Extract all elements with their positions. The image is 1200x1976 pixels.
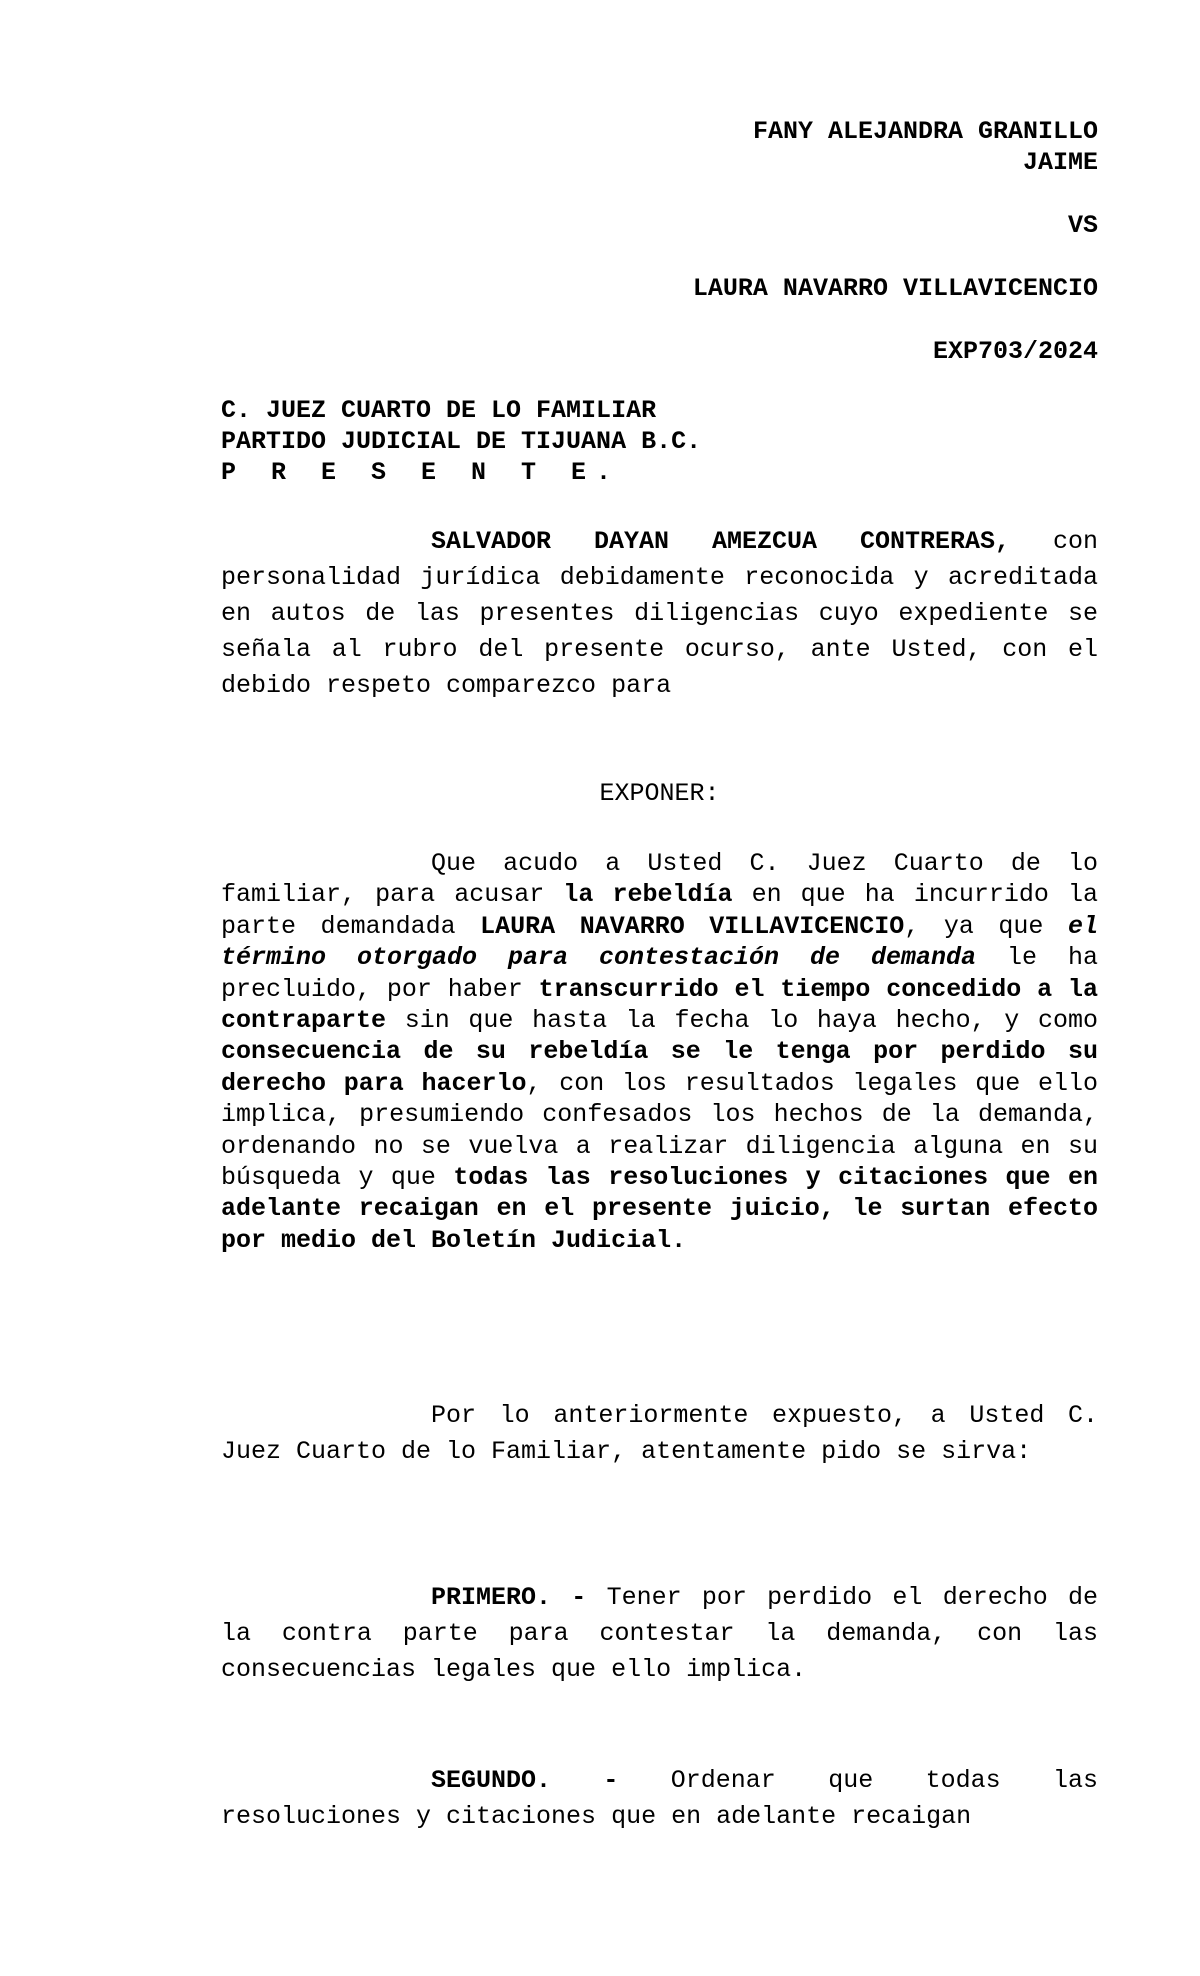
- addressee-block: [221, 395, 1098, 488]
- facts-text-6: , con los resultados legales que ello implica, presumiendo confesados los hechos de la demanda, ordenando no se vuelva a realizar diligencia alguna en su búsqueda y que: [221, 1068, 1098, 1193]
- facts-text-4: le ha precluido, por haber: [221, 943, 1098, 1004]
- facts-bold-notifications: todas las resoluciones y citaciones que en adelante recaigan en el presente juicio, le surtan efecto por medio del Boletín Judicial.: [221, 1163, 1098, 1255]
- facts-bold-consequence: consecuencia de su rebeldía se le tenga por perdido su derecho para hacerlo: [221, 1037, 1098, 1098]
- segundo-label: SEGUNDO. -: [431, 1766, 619, 1795]
- versus-label: VS: [1067, 211, 1098, 240]
- primero-label: PRIMERO. -: [431, 1583, 587, 1612]
- facts-text-3: , ya que: [904, 911, 1068, 941]
- case-caption: [620, 116, 1098, 367]
- defendant-name: LAURA NAVARRO VILLAVICENCIO: [692, 274, 1098, 303]
- addressee-presente: P R E S E N T E.: [221, 458, 622, 487]
- facts-bold-elapsed: transcurrido el tiempo concedido a la contraparte: [221, 974, 1098, 1036]
- primero-text: Tener por perdido el derecho de la contra parte para contestar la demanda, con las consecuencias legales que ello implica.: [221, 1583, 1098, 1684]
- closing-text: Por lo anteriormente expuesto, a Usted C. Juez Cuarto de lo Familiar, atentamente pido se sirva:: [221, 1401, 1098, 1466]
- intro-paragraph: [221, 524, 1098, 704]
- facts-text-1: Que acudo a Usted C. Juez Cuarto de lo familiar, para acusar: [221, 849, 1098, 910]
- petition-segundo: [221, 1763, 1098, 1835]
- addressee-district: PARTIDO JUDICIAL DE TIJUANA B.C.: [221, 427, 702, 456]
- facts-paragraph: [221, 848, 1098, 1256]
- facts-text-5: sin que hasta la fecha lo haya hecho, y como: [386, 1006, 1098, 1036]
- plaintiff-name-line2: JAIME: [1022, 148, 1098, 177]
- facts-text-2: en que ha incurrido la parte demandada: [221, 880, 1098, 941]
- closing-paragraph: [221, 1398, 1098, 1470]
- intro-text: con personalidad jurídica debidamente reconocida y acreditada en autos de las presentes diligencias cuyo expediente se señala al rubro del presente ocurso, ante Usted, con el debido respeto comparezco para: [221, 527, 1098, 700]
- petitioner-name: SALVADOR DAYAN AMEZCUA CONTRERAS,: [431, 527, 1010, 556]
- file-number: EXP703/2024: [932, 337, 1098, 366]
- exponer-heading: EXPONER:: [599, 779, 720, 808]
- segundo-text: Ordenar que todas las resoluciones y citaciones que en adelante recaigan: [221, 1766, 1098, 1831]
- facts-bold-defendant: LAURA NAVARRO VILLAVICENCIO: [480, 911, 905, 941]
- facts-bold-italic-term: el término otorgado para contestación de demanda: [221, 911, 1098, 973]
- petition-primero: [221, 1580, 1098, 1688]
- facts-bold-rebeldia: la rebeldía: [563, 880, 733, 910]
- addressee-judge: C. JUEZ CUARTO DE LO FAMILIAR: [221, 396, 657, 425]
- plaintiff-name-line1: FANY ALEJANDRA GRANILLO: [752, 117, 1098, 146]
